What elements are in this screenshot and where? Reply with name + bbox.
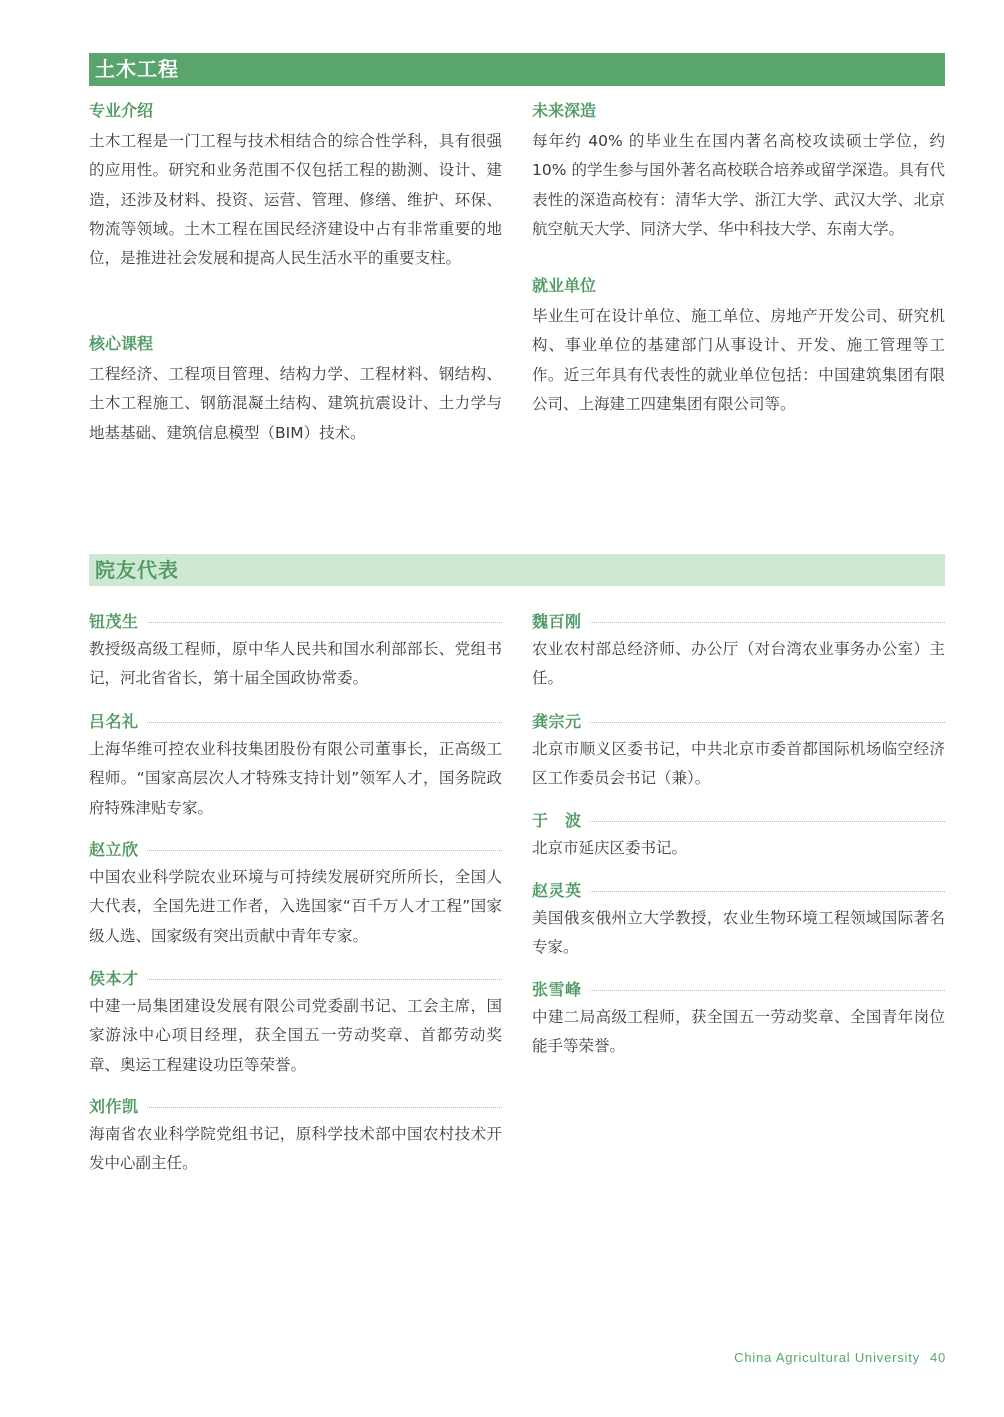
dotted-leader [147, 850, 502, 851]
page-number: 40 [929, 1350, 946, 1365]
employment-block [532, 276, 945, 419]
alumni-entry [89, 710, 502, 823]
alumni-description: 北京市顺义区委书记，中共北京市委首都国际机场临空经济区工作委员会书记（兼）。 [532, 740, 945, 788]
alumni-title-banner: 院友代表 [89, 554, 945, 586]
employment-text: 毕业生可在设计单位、施工单位、房地产开发公司、研究机构、事业单位的基建部门从事设计、开发、施工管理等工作。近三年具有代表性的就业单位包括：中国建筑集团有限公司、上海建工四建集团有限公司等。 [532, 307, 945, 413]
section-title-banner: 土木工程 [89, 53, 945, 86]
page-footer [734, 1350, 946, 1365]
alumni-description: 中国农业科学院农业环境与可持续发展研究所所长，全国人大代表，全国先进工作者，入选国家“百千万人才工程”国家级人选、国家级有突出贡献中青年专家。 [89, 868, 502, 945]
alumni-entry [89, 1095, 502, 1179]
alumni-name: 张雪峰 [532, 979, 582, 999]
alumni-name: 钮茂生 [89, 611, 139, 631]
alumni-description: 北京市延庆区委书记。 [532, 839, 688, 857]
dotted-leader [147, 622, 502, 623]
intro-heading: 专业介绍 [89, 101, 154, 120]
alumni-name: 侯本才 [89, 968, 139, 988]
footer-university: China Agricultural University [734, 1350, 920, 1365]
alumni-entry [532, 610, 945, 694]
courses-block [89, 334, 502, 448]
alumni-name: 刘作凯 [89, 1096, 139, 1116]
alumni-name: 龚宗元 [532, 711, 582, 731]
alumni-description: 美国俄亥俄州立大学教授，农业生物环境工程领域国际著名专家。 [532, 909, 945, 957]
alumni-entry [532, 809, 945, 863]
dotted-leader [590, 990, 945, 991]
alumni-description: 中建一局集团建设发展有限公司党委副书记、工会主席，国家游泳中心项目经理，获全国五一劳动奖章、首都劳动奖章、奥运工程建设功臣等荣誉。 [89, 997, 502, 1074]
alumni-description: 上海华维可控农业科技集团股份有限公司董事长，正高级工程师。“国家高层次人才特殊支持计划”领军人才，国务院政府特殊津贴专家。 [89, 740, 502, 817]
dotted-leader [147, 722, 502, 723]
dotted-leader [590, 722, 945, 723]
intro-text: 土木工程是一门工程与技术相结合的综合性学科，具有很强的应用性。研究和业务范围不仅包括工程的勘测、设计、建造，还涉及材料、投资、运营、管理、修缮、维护、环保、物流等领域。土木工程在国民经济建设中占有非常重要的地位，是推进社会发展和提高人民生活水平的重要支柱。 [89, 132, 502, 268]
alumni-name: 于 波 [532, 810, 582, 830]
alumni-name: 赵灵英 [532, 880, 582, 900]
dotted-leader [590, 821, 945, 822]
courses-heading: 核心课程 [89, 334, 154, 353]
further-study-text: 每年约 40% 的毕业生在国内著名高校攻读硕士学位，约10% 的学生参与国外著名高校联合培养或留学深造。具有代表性的深造高校有：清华大学、浙江大学、武汉大学、北京航空航天大学、同济大学、华中科技大学、东南大学。 [532, 132, 945, 238]
dotted-leader [590, 891, 945, 892]
alumni-name: 赵立欣 [89, 839, 139, 859]
further-study-block [532, 101, 945, 244]
intro-block [89, 101, 502, 273]
alumni-description: 中建二局高级工程师，获全国五一劳动奖章、全国青年岗位能手等荣誉。 [532, 1008, 945, 1056]
alumni-entry [89, 610, 502, 694]
alumni-entry [532, 879, 945, 963]
alumni-entry [89, 838, 502, 951]
alumni-entry [532, 710, 945, 794]
courses-text: 工程经济、工程项目管理、结构力学、工程材料、钢结构、土木工程施工、钢筋混凝土结构、建筑抗震设计、土力学与地基基础、建筑信息模型（BIM）技术。 [89, 365, 502, 442]
dotted-leader [590, 622, 945, 623]
dotted-leader [147, 979, 502, 980]
alumni-entry [89, 967, 502, 1080]
alumni-name: 吕名礼 [89, 711, 139, 731]
dotted-leader [147, 1107, 502, 1108]
alumni-description: 海南省农业科学院党组书记，原科学技术部中国农村技术开发中心副主任。 [89, 1125, 502, 1173]
alumni-description: 教授级高级工程师，原中华人民共和国水利部部长、党组书记，河北省省长，第十届全国政协常委。 [89, 640, 502, 688]
alumni-entry [532, 978, 945, 1062]
alumni-name: 魏百刚 [532, 611, 582, 631]
alumni-description: 农业农村部总经济师、办公厅（对台湾农业事务办公室）主任。 [532, 640, 945, 688]
further-study-heading: 未来深造 [532, 101, 597, 120]
employment-heading: 就业单位 [532, 276, 597, 295]
